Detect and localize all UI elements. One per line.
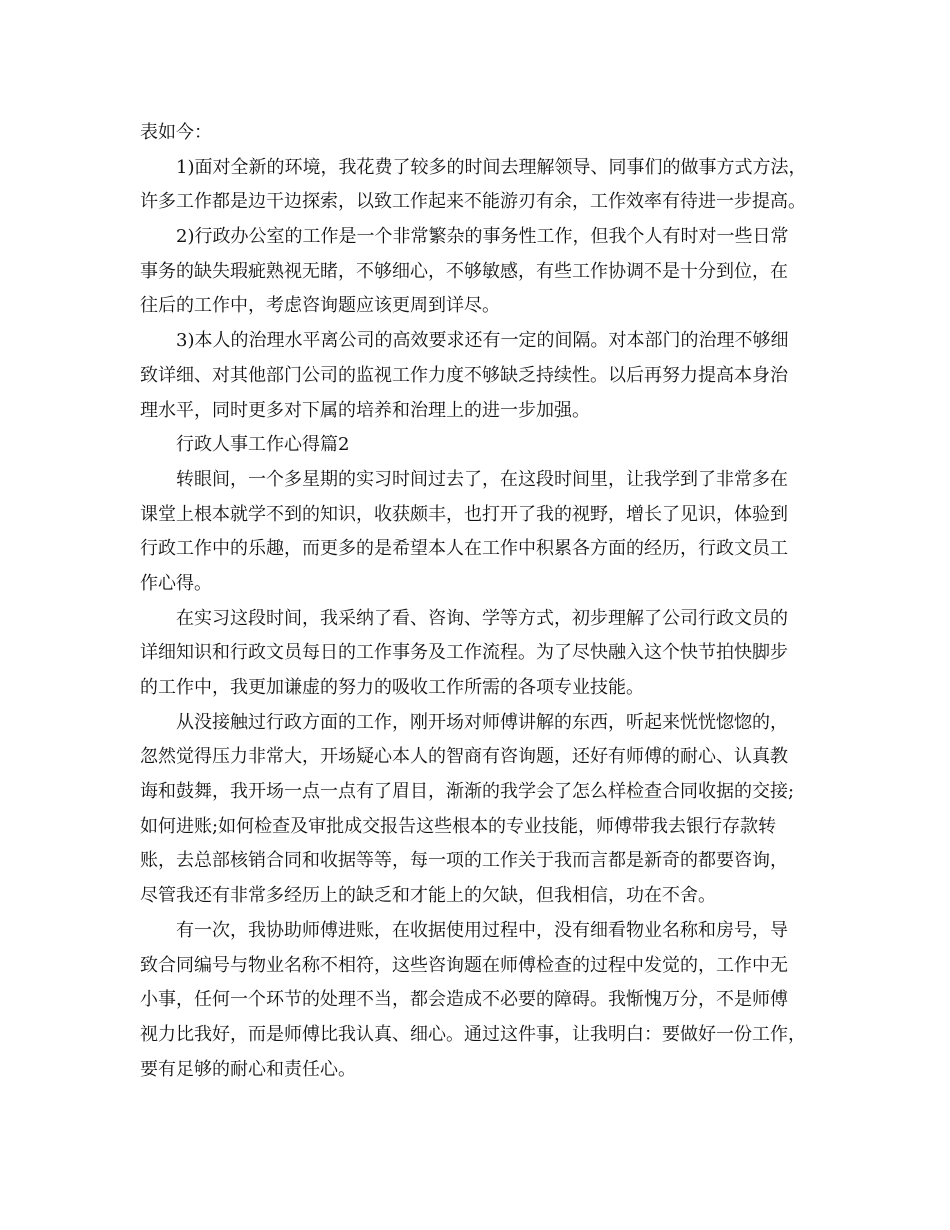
text-line: 课堂上根本就学不到的知识，收获颇丰，也打开了我的视野，增长了见识，体验到 xyxy=(140,503,788,525)
text-line: 许多工作都是边干边探索，以致工作起来不能游刃有余，工作效率有待进一步提高。 xyxy=(140,191,806,213)
text-line: 小事，任何一个环节的处理不当，都会造成不必要的障碍。我惭愧万分，不是师傅 xyxy=(140,989,788,1011)
text-line: 行政工作中的乐趣，而更多的是希望本人在工作中积累各方面的经历，行政文员工 xyxy=(140,538,788,560)
text-line: 视力比我好，而是师傅比我认真、细心。通过这件事，让我明白：要做好一份工作， xyxy=(140,1023,806,1045)
text-line: 事务的缺失瑕疵熟视无睹，不够细心，不够敏感，有些工作协调不是十分到位，在 xyxy=(140,260,788,282)
text-line: 2)行政办公室的工作是一个非常繁杂的事务性工作，但我个人有时对一些日常 xyxy=(176,226,789,248)
text-line: 要有足够的耐心和责任心。 xyxy=(140,1058,356,1080)
text-line: 行政人事工作心得篇2 xyxy=(176,434,350,456)
text-line: 转眼间，一个多星期的实习时间过去了，在这段时间里，让我学到了非常多在 xyxy=(176,468,788,490)
text-line: 的工作中，我更加谦虚的努力的吸收工作所需的各项专业技能。 xyxy=(140,677,644,698)
text-line: 在实习这段时间，我采纳了看、咨询、学等方式，初步理解了公司行政文员的 xyxy=(176,607,788,629)
text-line: 往后的工作中，考虑咨询题应该更周到详尽。 xyxy=(140,295,500,317)
text-line: 尽管我还有非常多经历上的缺乏和才能上的欠缺，但我相信，功在不舍。 xyxy=(140,885,716,907)
text-line: 有一次，我协助师傅进账，在收据使用过程中，没有细看物业名称和房号，导 xyxy=(176,919,788,941)
text-line: 致详细、对其他部门公司的监视工作力度不够缺乏持续性。以后再努力提高本身治 xyxy=(140,364,788,386)
text-line: 作心得。 xyxy=(140,572,212,594)
text-line: 忽然觉得压力非常大，开场疑心本人的智商有咨询题，还好有师傅的耐心、认真教 xyxy=(140,746,788,768)
text-line: 如何进账;如何检查及审批成交报告这些根本的专业技能，师傅带我去银行存款转 xyxy=(140,815,777,837)
text-line: 从没接触过行政方面的工作，刚开场对师傅讲解的东西，听起来恍恍惚惚的， xyxy=(176,711,788,733)
text-line: 致合同编号与物业名称不相符，这些咨询题在师傅检查的过程中发觉的，工作中无 xyxy=(140,954,788,976)
document-body xyxy=(140,116,840,1087)
text-line: 账，去总部核销合同和收据等等，每一项的工作关于我而言都是新奇的都要咨询， xyxy=(140,850,788,872)
text-line: 3)本人的治理水平离公司的高效要求还有一定的间隔。对本部门的治理不够细 xyxy=(176,330,789,352)
text-line: 1)面对全新的环境，我花费了较多的时间去理解领导、同事们的做事方式方法， xyxy=(176,156,807,178)
text-line: 诲和鼓舞，我开场一点一点有了眉目，渐渐的我学会了怎么样检查合同收据的交接; xyxy=(140,781,795,803)
text-line: 表如今： xyxy=(140,122,212,143)
text-line: 理水平，同时更多对下属的培养和治理上的进一步加强。 xyxy=(140,399,590,421)
text-line: 详细知识和行政文员每日的工作事务及工作流程。为了尽快融入这个快节拍快脚步 xyxy=(140,642,788,664)
